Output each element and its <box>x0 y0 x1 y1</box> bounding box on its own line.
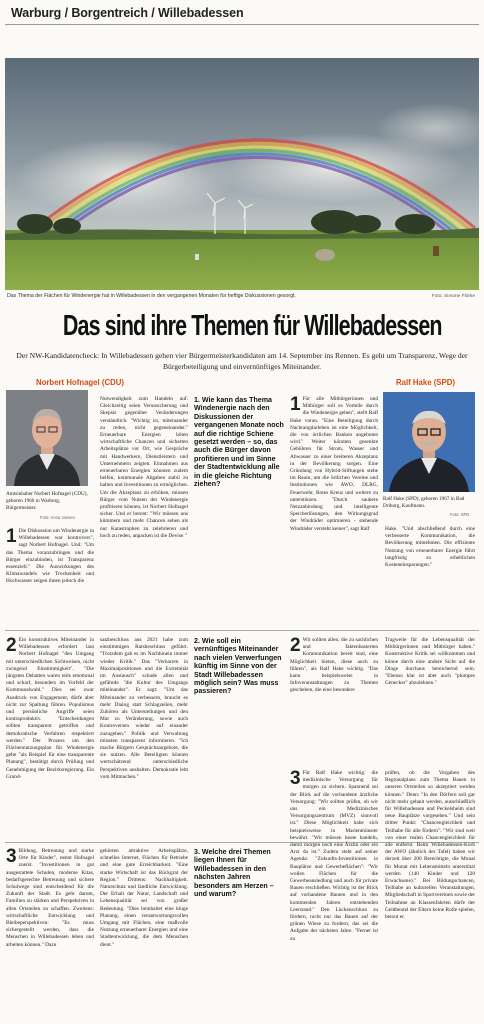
answer-hofnagel-2b: satzbeschluss aus 2021 habe zum einstimmigen Ratsbeschluss geführt. "Trotzdem gab es im Nachhinein immer wieder Kritik." Das "Verharren in Maximalpositionen und die Extremität im Austausch" schade allen und gefährde "die Kultur des Umgangs miteinander". Er sagt: "Um das Miteinander zu verbessern, braucht es mehr Dialog statt Schlagzeilen, mehr Zuhören als Unterstellungen und den Mut zu Veränderung, sowie auch Kontroversen wieder auf einander zuzugehen." Politik und Verwaltung müssten transparent informieren. "Ich mache Bürgern Gesprächsangebote, die sie nutzen. Alle Beteiligten können wertschätzend unterschiedliche Perspektiven aushalten. Demokratie lebt vom Mitmachen." <box>100 637 188 780</box>
answer-hake-2a: 2 Wir sollten allen, die zu sachlichen und faktenbasierten Kommunikation bereit sind, eine Möglichkeit bieten, diese auch zu führen", als Ralf Hake wichtig. "Das kann beispielsweise in Infoveranstaltungen zu Themen geschehen, die eine besondere <box>290 637 378 694</box>
portrait-hake <box>383 392 475 492</box>
portrait-caption-hake: Ralf Hake (SPD), geboren 1967 in Bad Driburg, Kaufmann. <box>383 496 465 509</box>
answer-hake-1b: Hake. "Und abschließend durch eine verbesserte Kommunikation, die Bevölkerung mitnehmen. Die effiziente Nutzung von erneuerbarer Energie führt langfristig zu erheblichen Kosteneinsparungen." <box>385 526 475 569</box>
answer-hofnagel-1b: Notwendigkeit zum Handeln auf. Gleichzeitig seien Verunsicherung und Skepsis gegenüber Veränderungen verständlich. "Wichtig ist, miteinander zu reden, nicht gegeneinander." Erneuerbare Energien böten wirtschaftliche Chancen und sicherten Arbeitsplätze vor Ort, wie Gespräche mit Handwerkern, Dienstleistern und Unternehmern zeigten. Einnahmen aus erneuerbaren Energien könnten zudem helfen, kommunale Abgaben stabil zu halten und Investitionen zu ermöglichen. Um die Akzeptanz zu erhöhen, müssen Bürger vom Nutzen der Windenergie profitieren können, ist Norbert Hofnagel sicher. Und er betont: "Wir müssen uns kümmern und mehr Chancen sehen als nur Katastrophen zu zelebrieren und hoch zu reden, anpacken ist die Devise." <box>100 396 188 539</box>
section-divider-2 <box>5 630 479 631</box>
portrait-caption-hofnagel: Amtsinhaber Norbert Hofnagel (CDU), geboren 1966 in Warburg, Bürgermeister. <box>6 491 88 511</box>
portrait-hofnagel <box>6 390 88 486</box>
candidate-name-hofnagel: Norbert Hofnagel (CDU) <box>36 378 124 387</box>
question-1: 1. Wie kann das Thema Windenergie nach den Diskussionen der vergangenen Monate noch auf die richtige Schiene gesetzt werden – so, das auch die Bürger davon profitieren und im Sinne der Stadtentwicklung alle in die gleiche Richtung ziehen? <box>194 396 284 489</box>
article-lede: Der NW-Kandidatencheck: In Willebadessen gehen vier Bürgermeisterkandidaten am 14. September ins Rennen. Es geht um Transparenz, Wege der Bürgerbeteiligung und einvernünftiges Miteinander. <box>16 351 468 371</box>
article-headline: Das sind ihre Themen für Willebadessen <box>62 310 442 342</box>
answer-hofnagel-3b: gehörten attraktive Arbeitsplätze, schnelles Internet, Flächen für Betriebe und eine gute Erreichbarkeit. "Eine starke Wirtschaft ist das Rückgrat der Region." Drittens: Nachhaltigkeit. Naturschutz und ländliche Entwicklung. Der Erhalt der Natur, Landschaft und Lebensqualität sei von großer Bedeutung. "Dies beinhaltet eine kluge Planung, einen verantwortungsvollen Umgang mit Flächen, eine maßvolle Nutzung erneuerbarer Energien und eine Stadtentwicklung, die dem Menschen dient." <box>100 848 188 948</box>
candidate-name-hake: Ralf Hake (SPD) <box>396 378 455 387</box>
person-portrait-icon <box>383 392 475 492</box>
photo-illustration <box>5 58 479 290</box>
answer-hofnagel-1a: 1 Die Diskussion um Windenergie in Willebadessen war kontrovers", sagt Norbert Hofnagel. Und: "Um das Thema voranzubringen und die Bürger einzubinden, ist Transparenz essenziell." Die Auswirkungen des Klimawandels wie Trockenheit und Hochwasser zeigen ihnen jedoch die <box>6 528 94 585</box>
photo-caption: Das Thema der Flächen für Windenergie hat in Willebadessen in den vergangenen Monaten für heftige Diskussionen gesorgt. <box>7 293 296 299</box>
section-kicker: Warburg / Borgentreich / Willebadessen <box>11 6 244 20</box>
portrait-credit-hofnagel: Foto: Anna Jansen <box>40 515 75 520</box>
answer-hake-1a: 1 Für alle Mitbürgerinnen und Mitbürger soll es Vorteile durch die Windenergie geben", stellt Ralf Hake voran. "Eine Beteiligung durch Nachrangdarlehen ist eine Möglichkeit, die von örtlichen Banken angeboten wird." Weiter könnten gesenkte Gebühren für Strom, Wasser und Abwasser zu einer breiteren Akzeptanz in der Bevölkerung sorgen. Eine Gründung von Hybrid-Stiftungen stehe im Raum, um die örtlichen Vereine und Institutionen wie AWO, DLRG, Feuerwehr, Rotes Kreuz und weitere zu unterstützen. "Durch saubere Netzanbindung und intelligente Speicherlösungen, den Wirkungsgrad der Windräder optimieren - stehende Windräder versteht keiner", sagt Ralf <box>290 396 378 532</box>
portrait-credit-hake: Foto: SPD <box>450 512 470 517</box>
answer-hofnagel-3a: 3 Bildung, Betreuung und starke Orte für Kinder", nennt Hofnagel zuerst. "Investitionen in gut ausgestattete Schulen, moderne Kitas, bedarfsgerechte Betreuung und sichere Schulwege sind entscheidend für die Zukunft der Stadt. Es geht darum, Familien zu stärken und Perspektiven in allen Ortsteilen zu schaffen. Zweitens: wirtschaftliche Entwicklung und Bleibeperspektiven: "Es muss sichergestellt werden, dass die Menschen in Willebadessen leben und arbeiten können." Dazu <box>6 848 94 948</box>
answer-hake-2b: Tragweite für die Lebensqualität der Mitbürgerinnen und Mitbürger haben." Konstruktive Kritik sei willkommen und könne durch eine andere Sicht auf die Dinge durchaus bereichernd sein. "Ebenso klar ist aber auch "plumpes Genecker" abzulehnen." <box>385 637 475 687</box>
answer-hake-3b: prüfen, ob die Vorgaben des Regionalplans zum Thema Bauen in unseren Ortsteilen so akzeptiert werden können." Denn: "In den Dörfern soll gar nicht mehr gebaut werden, ausschließlich für Willebadessen und Peckelsheim sind neue Bauplätze vorgesehen." Und sein dritter Punkt: "Chancengleichheit und Teilhabe für alle fördern": "Wir sind weit von einer realen Chancengleichheit für alle entfernt. Beim Willebadessen-Korb der AWO (ähnlich der Tafel) haben wir derzeit über 200 Berechtigte, die Monat für Monat mit Lebensmitteln unterstützt werden (140 Kinder und 120 Erwachsene)." Bei Bildungschancen, Teilhabe an kulturellen Veranstaltungen, Mitgliedschaft in Sportvereinen sowie der Teilnahme an Klassenfahrten dürfe der Geldbeutel der Eltern keine Rolle spielen, betont er. <box>385 770 475 921</box>
question-3: 3. Welche drei Themen liegen Ihnen für Willebadessen in den nächsten Jahren besonders am Herzen – und warum? <box>194 848 274 899</box>
photo-credit: Foto: Simone Flörke <box>431 294 475 299</box>
person-portrait-icon <box>6 390 88 486</box>
rainbow-landscape-photo <box>5 58 479 290</box>
question-2: 2. Wie soll ein vernünftiges Miteinander nach vielen Verwerfungen künftig im Sinne von der Stadt Willebadessen möglich sein? Was muss passieren? <box>194 637 282 696</box>
top-divider <box>5 24 479 25</box>
answer-hake-3a: 3 Für Ralf Hake wichtig: die medizinische Versorgung für morgen zu sichern. Spannend sei der Blick auf die vorhandene ärztliche Versorgung: "Wir sollten prüfen, ob wir uns ein Medizinisches Versorgungszentrum (MVZ) sinnvoll ist." Diese Möglichkeit habe sich beispielsweise in Marienmünster bewährt. "Wir müssen heute handeln, damit morgen noch eine Ärztin oder ein Arzt da ist." Zudem steht auf seiner Agenda: "Zukunfts-Investitionen in Bauplätze und Gewerbeflächen": "Wir wollen Flächen für die Gewerbeansiedlung und auch für private Bauen erschließen. Wichtig ist der Blick auf vorhandene Bauten und in den kommenden Jahren entstehenden Leerstand." Den Lückenschluss zu fördern, nicht nur das Bauen auf der grünen Wiese zu fordern, das sei die Aufgabe der nächsten Jahre. "Ferner ist zu <box>290 770 378 942</box>
answer-hofnagel-2a: 2 Ein konstruktives Miteinander in Willebadessen erfordert laut Norbert Hofnagel "den Umgang mit unterschiedlichen Sichtweisen, nicht zwingend Einstimmigkeit". "Die jüngsten Debatten waren teils emotional und scharf, besonders im Vorfeld der Kommunalwahl." Dies sei zwar Ausdruck von Engagement, dürfe aber nicht zur Spaltung führen. Populismus und persönliche Angriffe seien kontraproduktiv. "Entscheidungen sollten transparent getroffen und demokratische Verfahren respektiert werden." Der Prozess um den Flächennutzungsplan für Windenergie gelte "als Beispiel für eine transparente Planung", bestätigt durch Prüfung und Genehmigung der Bezirksregierung. Ein Grund- <box>6 637 94 780</box>
